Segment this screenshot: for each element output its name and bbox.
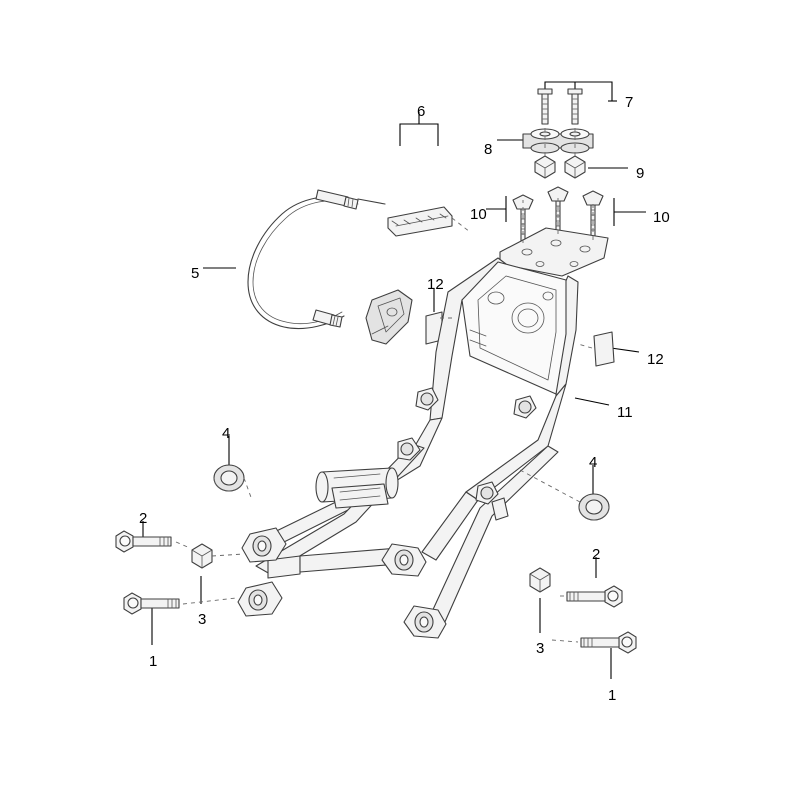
callout-12-right: 12 (647, 351, 664, 368)
callout-10-right: 10 (653, 209, 670, 226)
part-9-nuts (535, 156, 585, 178)
callout-4-right: 4 (589, 454, 598, 471)
callout-8: 8 (484, 141, 493, 158)
part-2-bolts (116, 531, 622, 607)
callout-1-left: 1 (149, 653, 158, 670)
callout-4-left: 4 (222, 425, 231, 442)
upper-cable-bracket (388, 207, 470, 236)
callout-11: 11 (617, 404, 633, 421)
callout-3-right: 3 (536, 640, 545, 657)
mid-mount-part (366, 290, 412, 344)
part-8-washers (523, 129, 593, 153)
callout-2-left: 2 (139, 510, 148, 527)
callout-5: 5 (191, 265, 200, 282)
callout-3-left: 3 (198, 611, 207, 628)
part-4-bushings (214, 465, 609, 520)
callout-12-top: 12 (427, 276, 444, 293)
callout-7: 7 (625, 94, 634, 111)
callout-10-left: 10 (470, 206, 487, 223)
part-7-screws (538, 89, 582, 124)
callout-6: 6 (417, 103, 426, 120)
callout-9: 9 (636, 165, 645, 182)
callout-2-right: 2 (592, 546, 601, 563)
callout-1-right: 1 (608, 687, 617, 704)
part-5-cable (248, 190, 385, 329)
